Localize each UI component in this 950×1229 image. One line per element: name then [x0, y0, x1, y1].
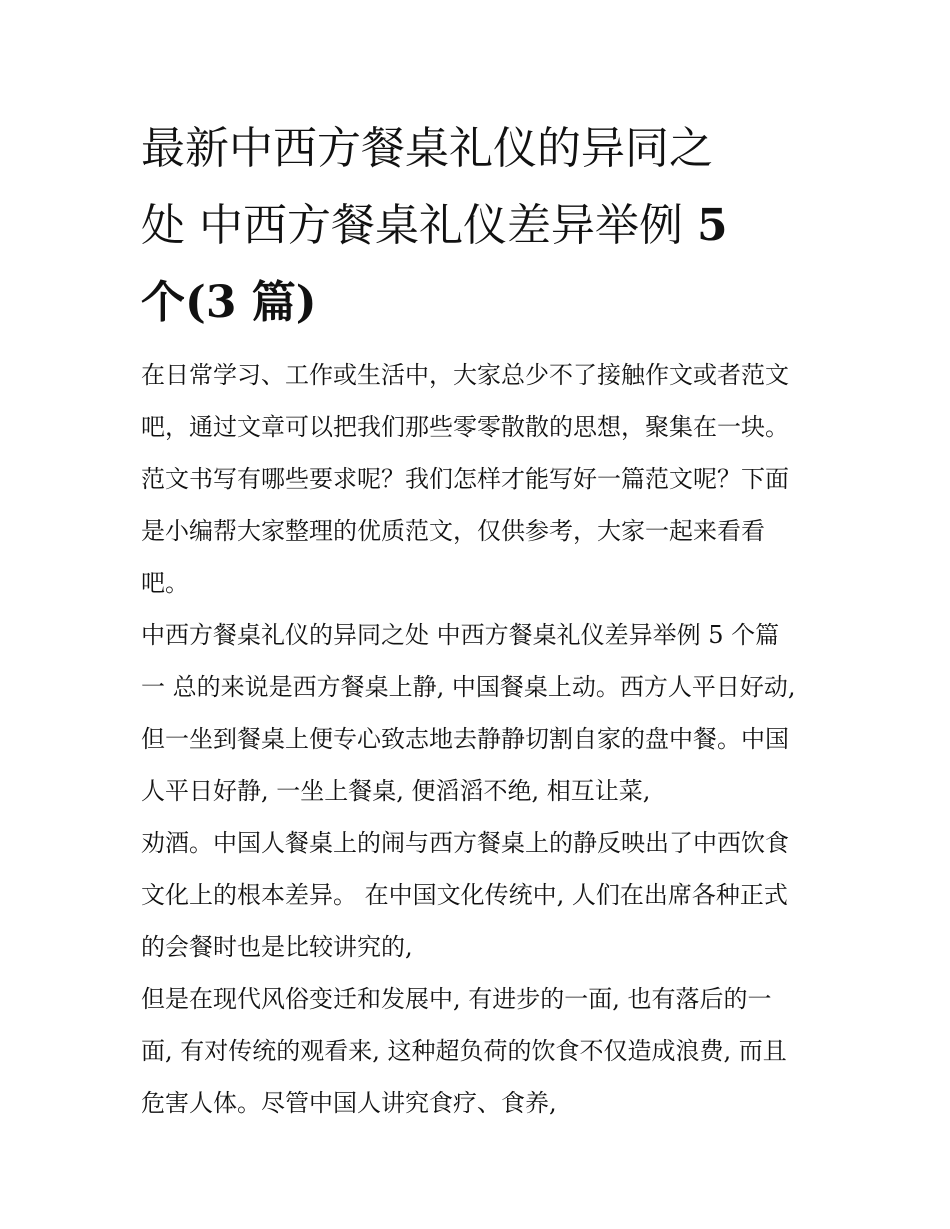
intro-line-1: 在日常学习、工作或生活中，大家总少不了接触作文或者范文 [141, 361, 789, 389]
body-line-6: 文化上的根本差异。 在中国文化传统中, 人们在出席各种正式 [141, 881, 788, 909]
title-line-1: 最新中西方餐桌礼仪的异同之 [141, 123, 713, 174]
body-line-5: 劝酒。中国人餐桌上的闹与西方餐桌上的静反映出了中西饮食 [141, 829, 789, 857]
intro-line-3: 范文书写有哪些要求呢？我们怎样才能写好一篇范文呢？下面 [141, 465, 789, 493]
document-content [141, 110, 813, 1129]
body-line-8: 但是在现代风俗变迁和发展中, 有进步的一面, 也有落后的一 [141, 985, 772, 1013]
document-title [141, 110, 813, 341]
title-line-2-text: 处 中西方餐桌礼仪差异举例 [141, 200, 683, 251]
body-line-9: 面, 有对传统的观看来, 这种超负荷的饮食不仅造成浪费, 而且 [141, 1037, 787, 1065]
main-paragraph [141, 609, 813, 1129]
title-line-3: 个(3 篇) [141, 277, 317, 328]
body-line-7: 的会餐时也是比较讲究的, [141, 933, 413, 961]
intro-paragraph [141, 349, 813, 609]
body-line-3: 但一坐到餐桌上便专心致志地去静静切割自家的盘中餐。中国 [141, 725, 789, 753]
body-line-10: 危害人体。尽管中国人讲究食疗、食养, [141, 1089, 557, 1117]
title-number-5: 5 [697, 200, 728, 251]
body-line-4: 人平日好静, 一坐上餐桌, 便滔滔不绝, 相互让菜, [141, 777, 651, 805]
intro-line-4: 是小编帮大家整理的优质范文，仅供参考，大家一起来看看 [141, 517, 765, 545]
intro-line-2: 吧，通过文章可以把我们那些零零散散的思想，聚集在一块。 [141, 413, 789, 441]
body-line-2: 一 总的来说是西方餐桌上静, 中国餐桌上动。西方人平日好动, [141, 673, 796, 701]
intro-line-5: 吧。 [141, 569, 189, 597]
title-line-2 [141, 187, 813, 264]
body-line-1: 中西方餐桌礼仪的异同之处 中西方餐桌礼仪差异举例 5 个篇 [141, 621, 780, 649]
